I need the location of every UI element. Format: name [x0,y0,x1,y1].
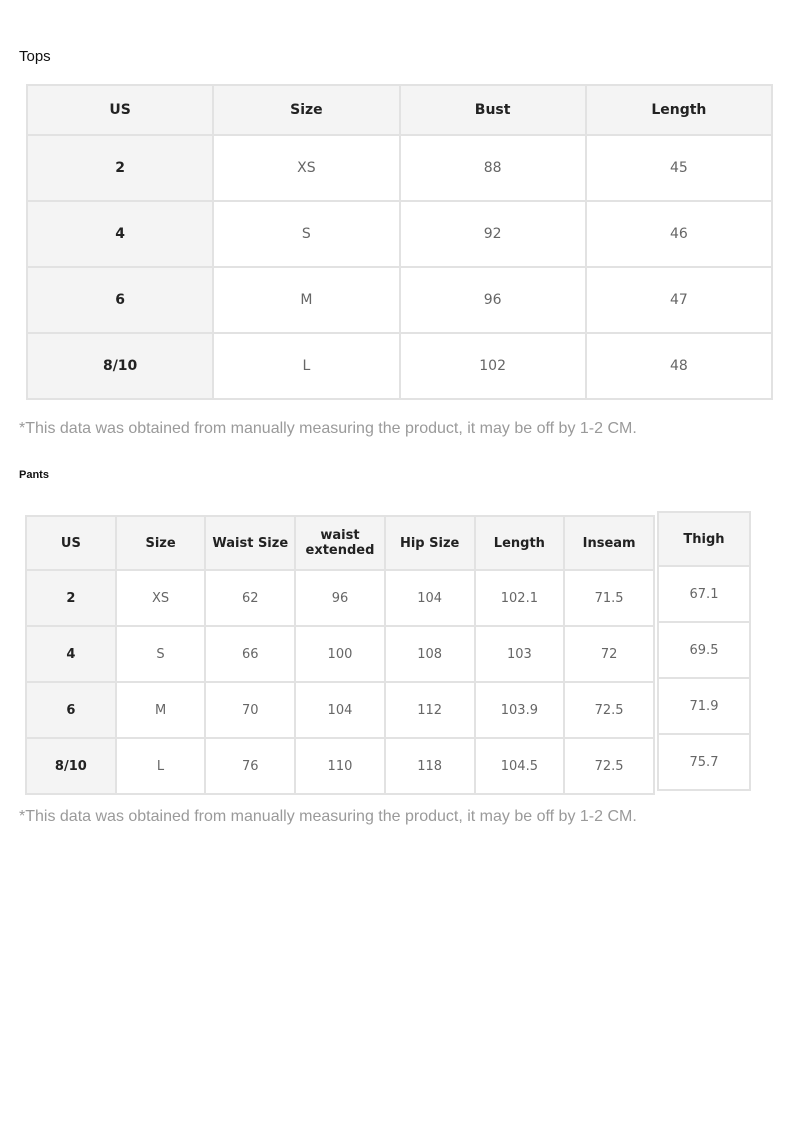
column-header-us: US [27,85,213,135]
table-row [26,570,654,626]
column-header-hip-size: Hip Size [385,516,475,570]
table-cell: 104 [385,570,475,626]
table-cell: L [213,333,399,399]
pants-measurement-note: *This data was obtained from manually measuring the product, it may be off by 1-2 CM. [19,808,637,825]
tops-section-title: Tops [19,48,51,65]
column-header-inseam: Inseam [564,516,654,570]
table-cell: L [116,738,206,794]
pants-size-table [25,515,655,795]
table-row [27,135,772,201]
table-cell: 62 [205,570,295,626]
table-cell: 72.5 [564,738,654,794]
pants-section-title: Pants [19,469,49,481]
table-cell: 46 [586,201,772,267]
table-cell: XS [116,570,206,626]
column-header-us: US [26,516,116,570]
column-header-size: Size [213,85,399,135]
table-cell: 48 [586,333,772,399]
table-cell: M [116,682,206,738]
table-cell: 67.1 [658,566,750,622]
table-cell: 70 [205,682,295,738]
table-cell: 72 [564,626,654,682]
table-cell: 6 [27,267,213,333]
table-row [26,626,654,682]
table-cell: 45 [586,135,772,201]
table-row [26,682,654,738]
table-row [658,622,750,678]
table-cell: 92 [400,201,586,267]
table-cell: 71.5 [564,570,654,626]
table-cell: 104 [295,682,385,738]
column-header-thigh: Thigh [658,512,750,566]
table-row [26,738,654,794]
table-cell: M [213,267,399,333]
table-header-row [27,85,772,135]
table-row [658,734,750,790]
table-row [658,566,750,622]
table-cell: 100 [295,626,385,682]
table-cell: 103 [475,626,565,682]
table-cell: 4 [26,626,116,682]
table-cell: 112 [385,682,475,738]
table-cell: S [116,626,206,682]
table-header-row [658,512,750,566]
table-cell: 66 [205,626,295,682]
column-header-length: Length [586,85,772,135]
table-cell: 118 [385,738,475,794]
table-cell: 104.5 [475,738,565,794]
column-header-waist-extended: waist extended [295,516,385,570]
tops-measurement-note: *This data was obtained from manually measuring the product, it may be off by 1-2 CM. [19,420,637,437]
table-cell: 88 [400,135,586,201]
table-cell: S [213,201,399,267]
table-cell: 103.9 [475,682,565,738]
table-header-row [26,516,654,570]
table-row [658,678,750,734]
table-cell: 8/10 [27,333,213,399]
column-header-waist-size: Waist Size [205,516,295,570]
pants-thigh-table [657,511,751,791]
table-cell: 72.5 [564,682,654,738]
table-cell: 47 [586,267,772,333]
table-cell: 8/10 [26,738,116,794]
table-cell: 75.7 [658,734,750,790]
table-cell: 110 [295,738,385,794]
table-row [27,333,772,399]
table-cell: 96 [295,570,385,626]
table-cell: 102.1 [475,570,565,626]
column-header-length: Length [475,516,565,570]
column-header-size: Size [116,516,206,570]
table-row [27,201,772,267]
table-cell: 102 [400,333,586,399]
table-cell: 2 [27,135,213,201]
table-cell: 108 [385,626,475,682]
table-cell: 6 [26,682,116,738]
table-cell: 96 [400,267,586,333]
table-cell: XS [213,135,399,201]
table-cell: 69.5 [658,622,750,678]
table-cell: 76 [205,738,295,794]
column-header-bust: Bust [400,85,586,135]
table-cell: 2 [26,570,116,626]
table-row [27,267,772,333]
tops-size-table [26,84,773,400]
table-cell: 71.9 [658,678,750,734]
table-cell: 4 [27,201,213,267]
